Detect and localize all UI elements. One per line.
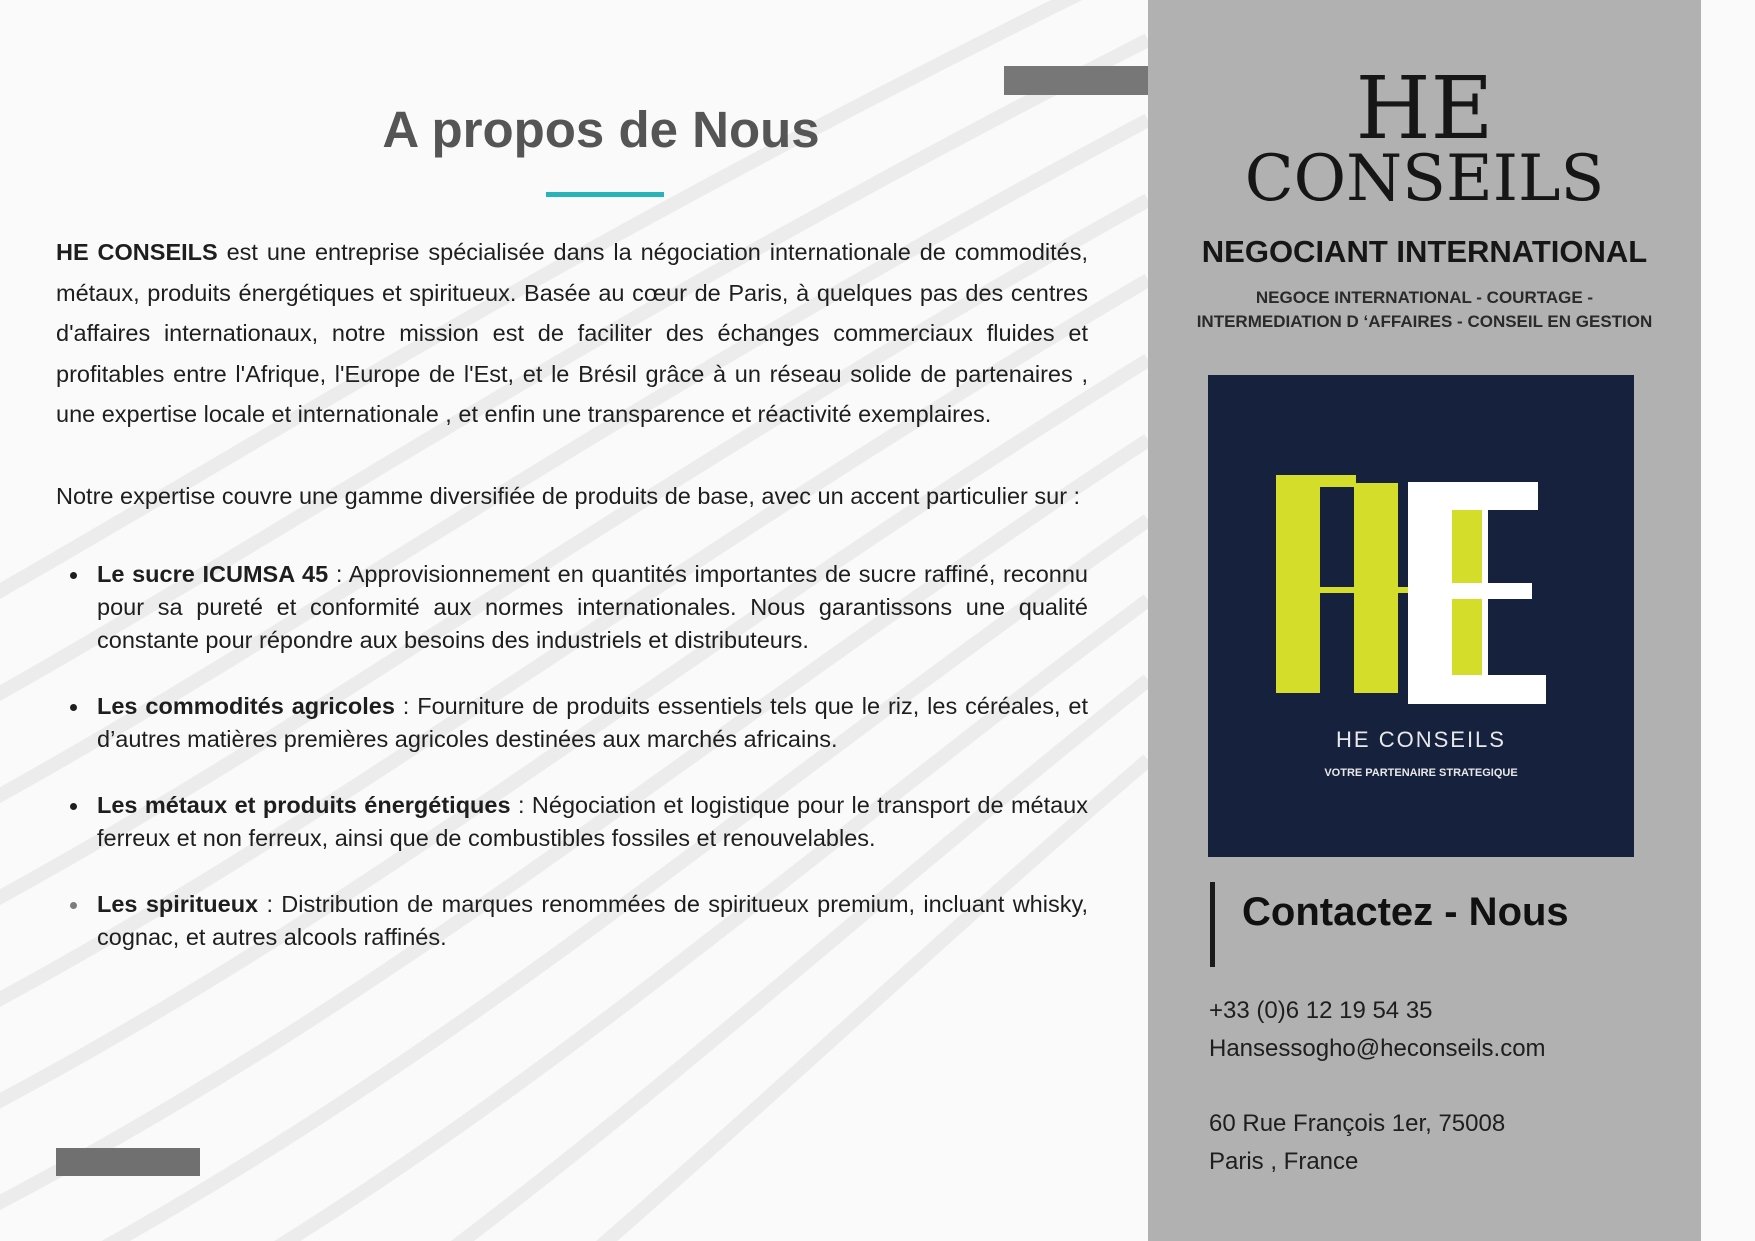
expertise-paragraph: Notre expertise couvre une gamme diversifiée de produits de base, avec un accent particulier sur : bbox=[56, 482, 1081, 509]
he-monogram-icon bbox=[1208, 375, 1634, 857]
about-title: A propos de Nous bbox=[382, 101, 820, 158]
bottom-decorative-bar bbox=[56, 1148, 200, 1176]
list-item bbox=[97, 888, 1088, 954]
contact-address-line1: 60 Rue François 1er, 75008 bbox=[1209, 1110, 1506, 1137]
logo-company-name: HE CONSEILS bbox=[1336, 727, 1506, 752]
services-line: INTERMEDIATION D ‘AFFAIRES - CONSEIL EN GESTION bbox=[1196, 312, 1653, 331]
brand-contact-panel bbox=[1148, 0, 1701, 1241]
services-line: NEGOCE INTERNATIONAL - COURTAGE - bbox=[1255, 288, 1594, 307]
bullet-icon bbox=[70, 902, 77, 909]
list-item-text: : Négociation et logistique pour le transport de métaux ferreux et non ferreux, ainsi que de combustibles fossiles et renouvelables. bbox=[97, 792, 1089, 851]
contact-phone[interactable]: +33 (0)6 12 19 54 35 bbox=[1209, 997, 1433, 1024]
list-item bbox=[97, 690, 1088, 756]
contact-email[interactable]: Hansessogho@heconseils.com bbox=[1209, 1035, 1546, 1062]
intro-paragraph bbox=[56, 232, 1088, 435]
bullet-icon bbox=[70, 572, 77, 579]
logo-tagline: VOTRE PARTENAIRE STRATEGIQUE bbox=[1324, 767, 1518, 779]
top-decorative-bar bbox=[1004, 66, 1148, 95]
list-item-title: Les spiritueux bbox=[97, 891, 259, 917]
contact-address-line2: Paris , France bbox=[1209, 1148, 1359, 1175]
bullet-icon bbox=[70, 803, 77, 810]
brand-name-line1: HE bbox=[1355, 59, 1494, 159]
list-item-text: : Distribution de marques renommées de spiritueux premium, incluant whisky, cognac, et autres alcools raffinés. bbox=[97, 891, 1088, 950]
intro-text: est une entreprise spécialisée dans la négociation internationale de commodités, métaux, produits énergétiques et spiritueux. Basée au cœur de Paris, à quelques pas des centres d'affaires internationaux, notre mission est de faciliter des échanges commerciaux fluides et profitables entre l'Afrique, l'Europe de l'Est, et le Brésil grâce à un réseau solide de partenaires , une expertise locale et internationale , et enfin une transparence et réactivité exemplaires. bbox=[56, 239, 1088, 427]
title-underline bbox=[546, 192, 664, 197]
company-logo bbox=[1208, 375, 1634, 857]
list-item-title: Les métaux et produits énergétiques bbox=[97, 792, 511, 818]
list-item-text: : Approvisionnement en quantités importantes de sucre raffiné, reconnu pour sa pureté et conformité aux normes internationales. Nous garantissons une qualité constante pour répondre aux besoins des industriels et distributeurs. bbox=[97, 561, 1088, 653]
contact-divider bbox=[1210, 882, 1215, 967]
bullet-icon bbox=[70, 704, 77, 711]
intro-company-name: HE CONSEILS bbox=[56, 239, 218, 265]
list-item bbox=[97, 558, 1088, 657]
list-item-title: Les commodités agricoles bbox=[97, 693, 395, 719]
services-list bbox=[1148, 286, 1701, 334]
list-item-text: : Fourniture de produits essentiels tels que le riz, les céréales, et d’autres matières premières agricoles destinées aux marchés africains. bbox=[97, 693, 1088, 752]
brand-subtitle: NEGOCIANT INTERNATIONAL bbox=[1201, 234, 1648, 269]
contact-title: Contactez - Nous bbox=[1242, 890, 1569, 934]
list-item bbox=[97, 789, 1088, 855]
list-item-title: Le sucre ICUMSA 45 bbox=[97, 561, 329, 587]
about-content bbox=[56, 232, 1088, 954]
expertise-list bbox=[56, 558, 1088, 954]
brand-name-line2: CONSEILS bbox=[1244, 142, 1605, 216]
